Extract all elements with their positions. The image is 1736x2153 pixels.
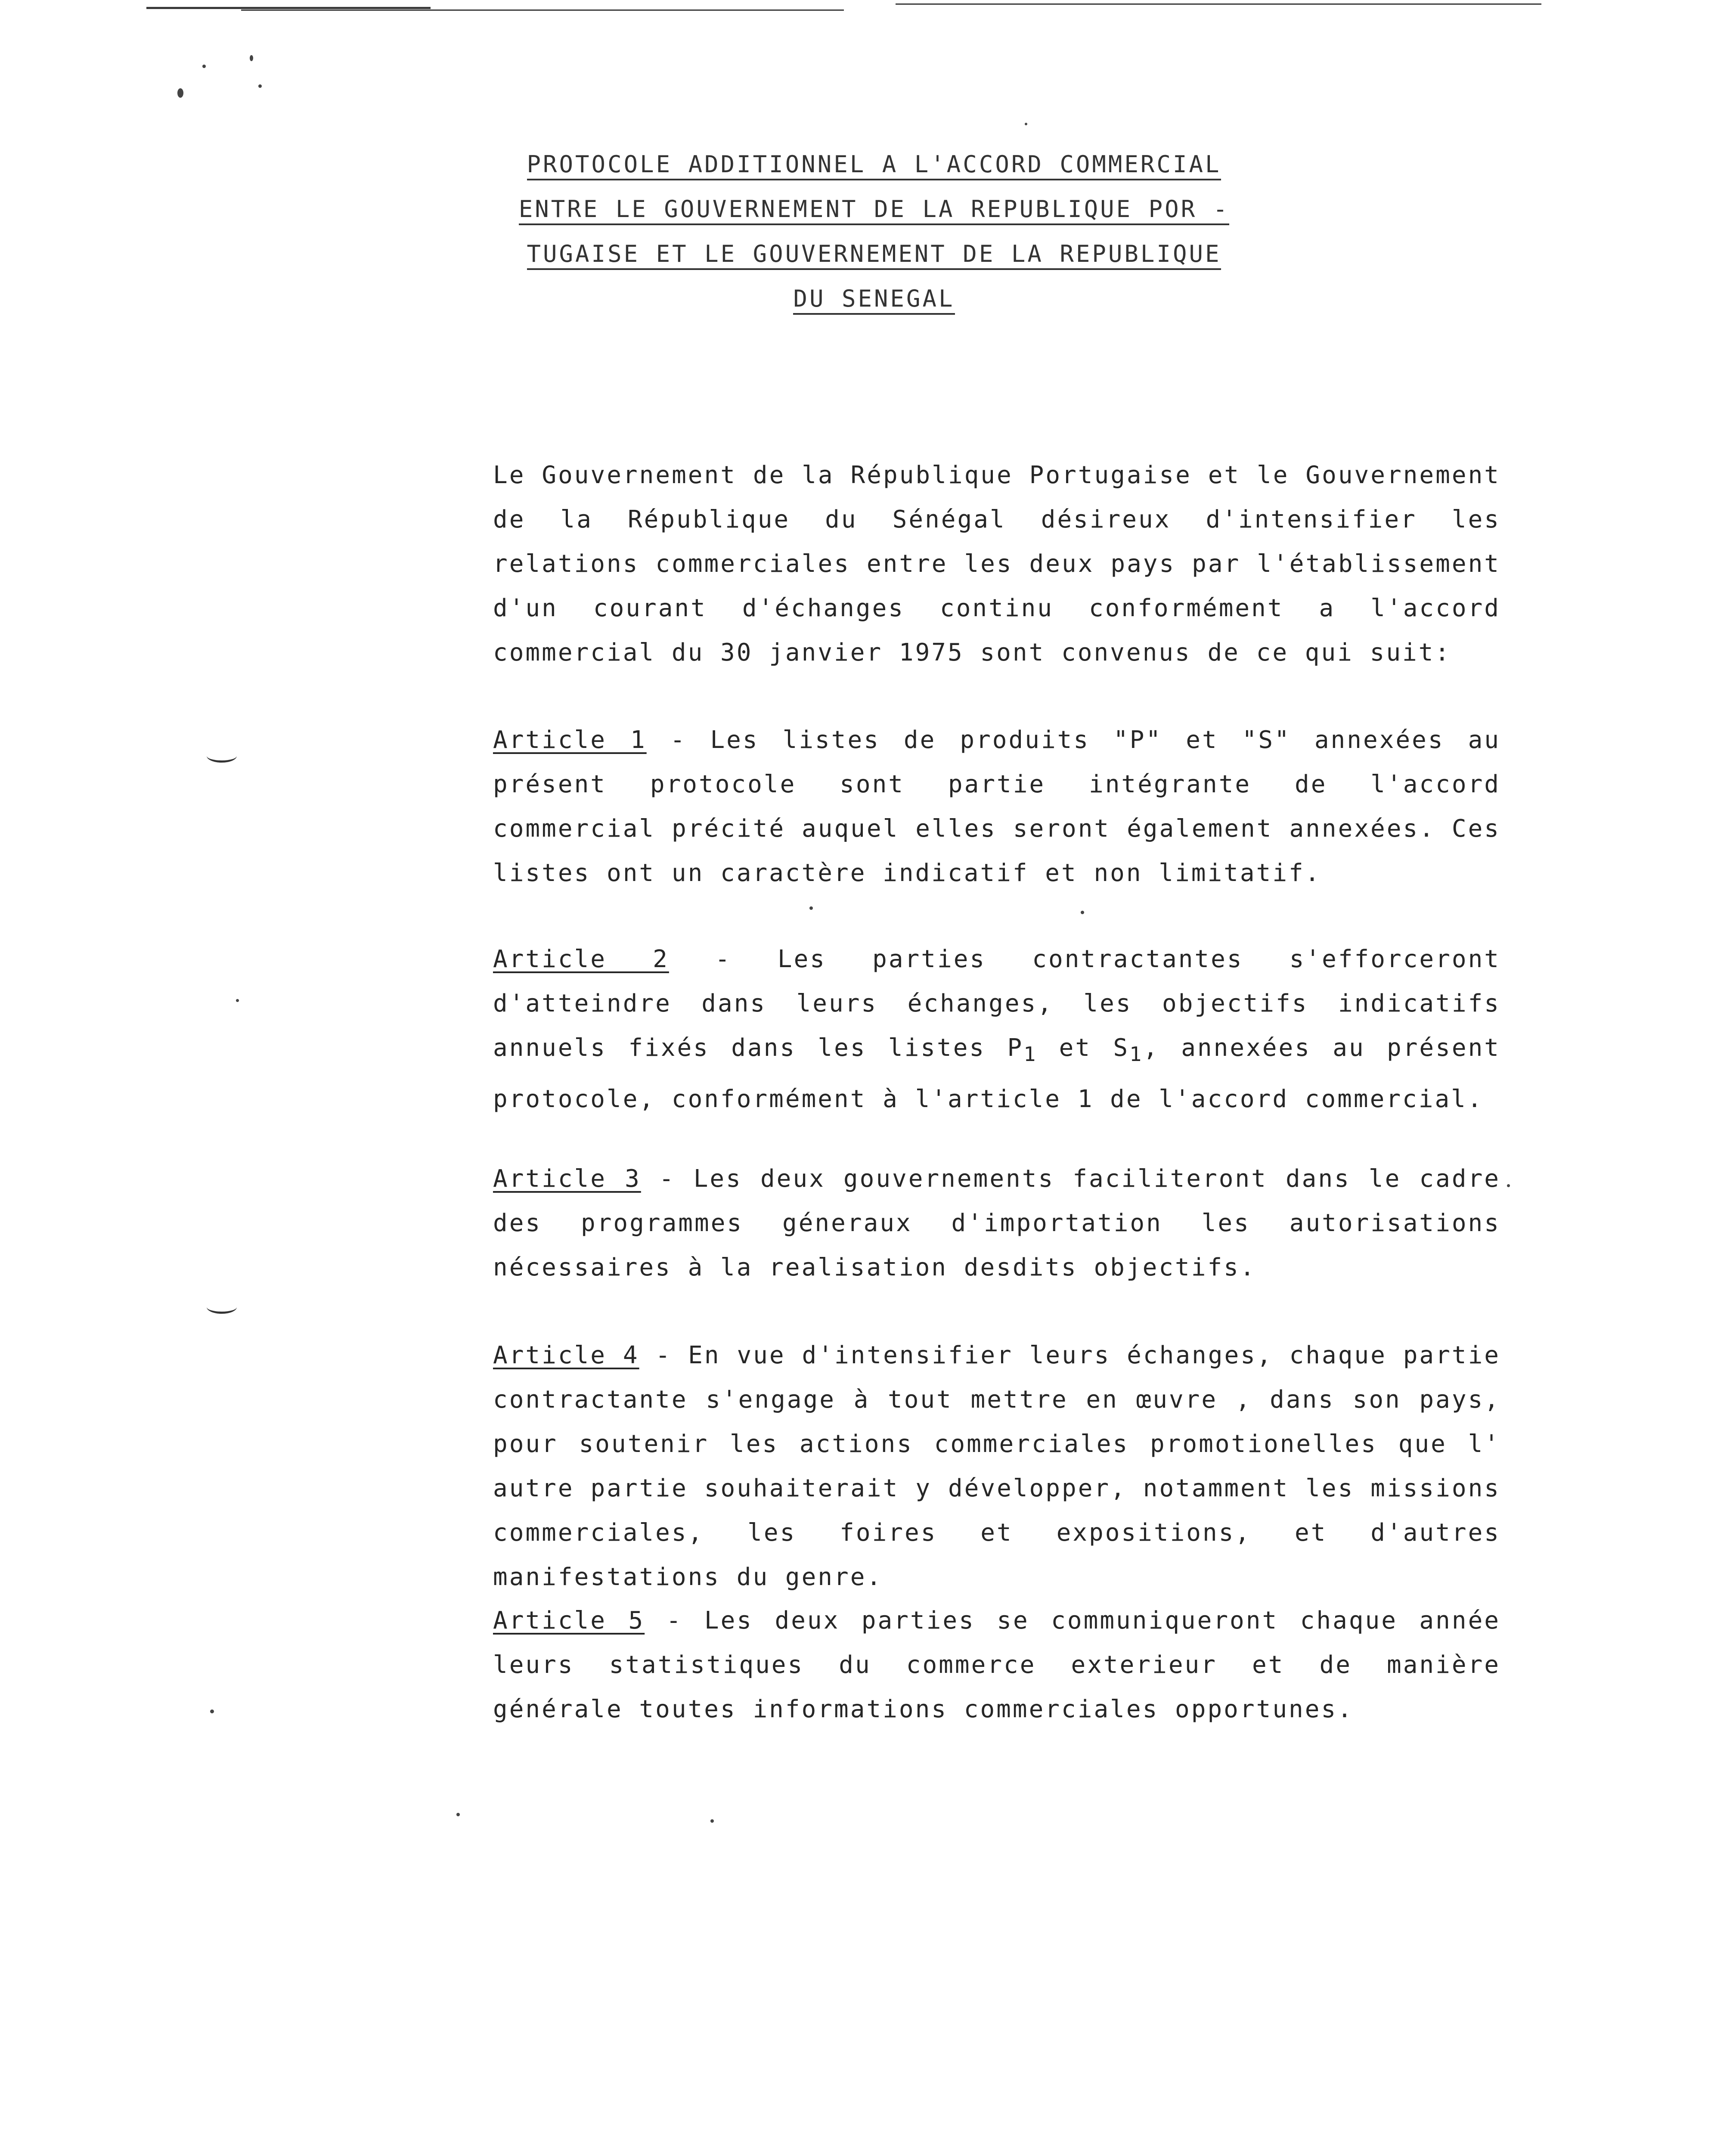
article-2-block	[295, 937, 1500, 1121]
scan-speck	[258, 84, 262, 88]
article-1-title: Article 1	[493, 726, 647, 754]
article-2-sub-p: 1	[1023, 1043, 1038, 1067]
scan-speck	[202, 65, 206, 68]
title-line-1: PROTOCOLE ADDITIONNEL A L'ACCORD COMMERCIAL	[527, 151, 1221, 180]
article-3-title: Article 3	[493, 1165, 641, 1193]
article-1-paragraph	[295, 718, 1500, 895]
scan-speck	[177, 88, 183, 98]
article-2-text-c: , annexées au présent protocole, conformément à l'article 1 de l'accord commercial.	[493, 1034, 1500, 1114]
preamble-paragraph: Le Gouvernement de la République Portugaise et le Gouvernement de la République du Sénégal désireux d'intensifier les relations commerciales entre les deux pays par l'établissement d'un courant d'échanges continu conformément a l'accord commercial du 30 janvier 1975 sont convenus de ce qui suit:	[493, 461, 1500, 667]
article-1-text: - Les listes de produits "P" et "S" annexées au présent protocole sont partie intégrante de l'accord commercial précité auquel elles seront également annexées. Ces listes ont un caractère indicatif et non limitatif.	[493, 726, 1501, 887]
scan-top-rule	[241, 9, 844, 11]
preamble-block	[295, 453, 1500, 675]
title-line-2: ENTRE LE GOUVERNEMENT DE LA REPUBLIQUE POR -	[519, 195, 1229, 225]
margin-mark	[207, 749, 237, 763]
article-2-text-b: et S	[1037, 1034, 1130, 1062]
article-4-paragraph	[295, 1333, 1500, 1599]
scan-speck	[1025, 123, 1027, 125]
article-3-text: - Les deux gouvernements faciliteront dans le cadre des programmes géneraux d'importation les autorisations nécessaires à la realisation desdits objectifs.	[493, 1165, 1500, 1281]
article-2-text-a: - Les parties contractantes s'efforceront d'atteindre dans leurs échanges, les objectifs indicatifs annuels fixés dans les listes P	[493, 945, 1500, 1062]
scan-speck	[809, 906, 813, 910]
article-3-paragraph	[295, 1157, 1500, 1290]
scan-top-rule	[146, 7, 431, 9]
article-3-block	[295, 1157, 1500, 1290]
article-2-sub-s: 1	[1129, 1043, 1144, 1067]
title-line-3: TUGAISE ET LE GOUVERNEMENT DE LA REPUBLIQUE	[527, 240, 1221, 270]
article-4-block	[295, 1333, 1500, 1599]
document-title	[465, 142, 1283, 321]
scan-speck	[236, 999, 239, 1002]
scan-speck	[1507, 1184, 1510, 1187]
article-5-block	[295, 1598, 1500, 1731]
scan-speck	[210, 1709, 214, 1713]
scan-speck	[456, 1813, 460, 1816]
article-4-text: - En vue d'intensifier leurs échanges, chaque partie contractante s'engage à tout mettre en œuvre , dans son pays, pour soutenir les actions commerciales promotionelles que l' autre partie souhaiterait y développer, notamment les missions commerciales, les foires et expositions, et d'autres manifestations du genre.	[493, 1341, 1500, 1591]
article-5-paragraph	[295, 1598, 1500, 1731]
title-line-4: DU SENEGAL	[793, 285, 955, 315]
article-4-title: Article 4	[493, 1341, 639, 1369]
article-5-title: Article 5	[493, 1607, 645, 1635]
margin-mark	[207, 1300, 237, 1314]
article-2-title: Article 2	[493, 945, 669, 973]
article-5-text: - Les deux parties se communiqueront chaque année leurs statistiques du commerce exterieur et de manière générale toutes informations commerciales opportunes.	[493, 1607, 1501, 1723]
scan-speck	[710, 1819, 714, 1823]
scan-speck	[250, 55, 253, 61]
scan-top-rule	[896, 3, 1541, 5]
scan-speck	[1081, 911, 1084, 914]
article-2-paragraph	[295, 937, 1500, 1121]
article-1-block	[295, 718, 1500, 895]
